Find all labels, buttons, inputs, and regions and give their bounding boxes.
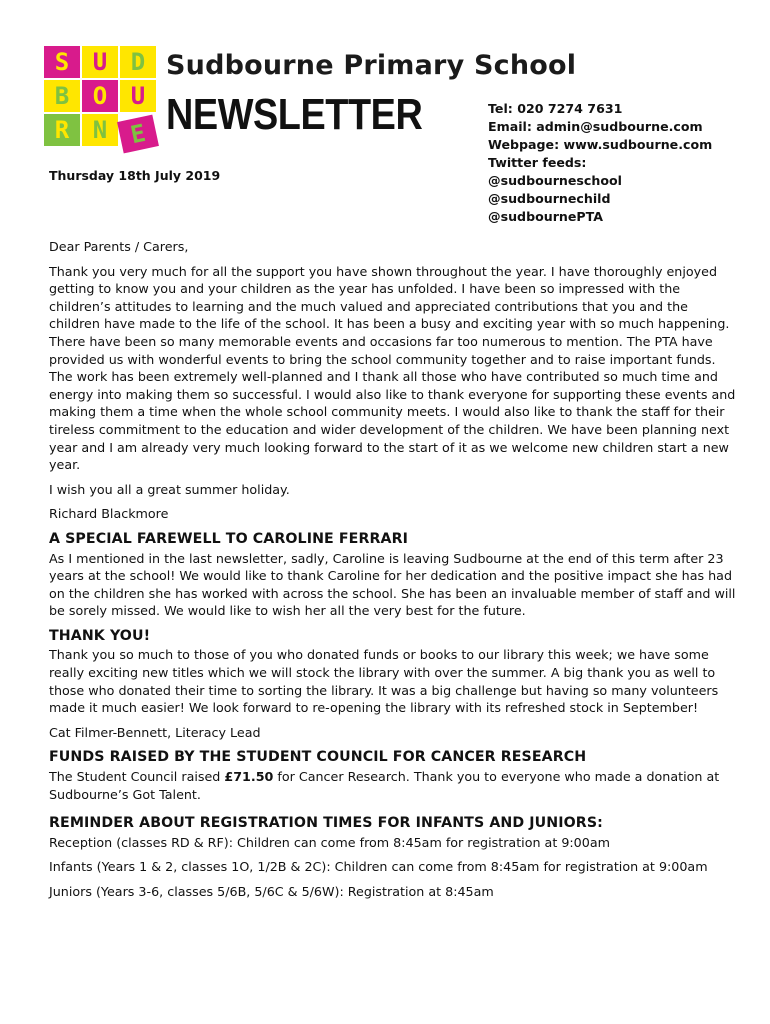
- twitter-label: Twitter feeds:: [488, 155, 587, 170]
- twitter-handle: @sudbournechild: [488, 191, 611, 206]
- section-body-thanks: Thank you so much to those of you who donated funds or books to our library this week; we have some really exciting new titles which we will stock the library with over the summer. A big thank you as well to those who donated their time to sorting the library. It was a big challenge but having so many volunteers made it much easier! We look forward to re-opening the library with its refreshed stock in September!: [49, 647, 719, 716]
- contact-email: Email: admin@sudbourne.com: [488, 119, 703, 134]
- logo-tile: E: [117, 115, 159, 154]
- logo-tile: O: [82, 80, 118, 112]
- section-heading-registration: REMINDER ABOUT REGISTRATION TIMES FOR INFANTS AND JUNIORS:: [49, 815, 603, 832]
- twitter-handle: @sudbournePTA: [488, 209, 604, 224]
- school-name: Sudbourne Primary School: [166, 50, 577, 81]
- registration-line: Infants (Years 1 & 2, classes 1O, 1/2B & 2C): Children can come from 8:45am for registration at 9:00am: [49, 859, 708, 875]
- logo-tile: U: [120, 80, 156, 112]
- logo-tile: D: [120, 46, 156, 78]
- contact-webpage: Webpage: www.sudbourne.com: [488, 137, 713, 152]
- section-body-funds: [49, 768, 739, 803]
- letter-signature: Richard Blackmore: [49, 506, 169, 522]
- letter-greeting: Dear Parents / Carers,: [49, 239, 189, 254]
- school-logo: [44, 46, 156, 150]
- funds-text-before: The Student Council raised: [49, 769, 225, 785]
- letter-closing: I wish you all a great summer holiday.: [49, 481, 290, 497]
- registration-line: Juniors (Years 3-6, classes 5/6B, 5/6C & 5/6W): Registration at 8:45am: [49, 884, 494, 899]
- logo-tile: R: [44, 114, 80, 146]
- section-heading-thanks: THANK YOU!: [49, 627, 151, 644]
- section-heading-funds: FUNDS RAISED BY THE STUDENT COUNCIL FOR CANCER RESEARCH: [49, 749, 587, 766]
- twitter-handle: @sudbourneschool: [488, 173, 622, 188]
- section-heading-farewell: A SPECIAL FAREWELL TO CAROLINE FERRARI: [49, 530, 408, 547]
- funds-text-after: for Cancer Research. Thank you to everyone who made a donation at Sudbourne’s Got Talent.: [49, 769, 720, 802]
- section-signoff-thanks: Cat Filmer-Bennett, Literacy Lead: [49, 724, 261, 740]
- funds-amount: £71.50: [224, 769, 274, 785]
- registration-line: Reception (classes RD & RF): Children can come from 8:45am for registration at 9:00am: [49, 834, 610, 850]
- contact-tel: Tel: 020 7274 7631: [488, 101, 623, 116]
- logo-tile: U: [82, 46, 118, 78]
- newsletter-title: NEWSLETTER: [166, 90, 423, 139]
- letter-body: Thank you very much for all the support you have shown throughout the year. I have thoroughly enjoyed getting to know you and your children as the year has unfolded. I have been so impressed with the children’s attitudes to learning and the much valued and appreciated contributions that you and the children have made to the life of the school. It has been a busy and exciting year with so much happening. There have been so many memorable events and occasions far too numerous to mention. The PTA have provided us with wonderful events to bring the school community together and to raise important funds. The work has been extremely well-planned and I thank all those who have contributed so much time and energy into making them so successful. I would also like to thank everyone for supporting these events and making them a time when the whole school community meets. I would also like to thank the staff for their tireless commitment to the education and wider development of the children. We have been planning next year and I am already very much looking forward to the start of it as we welcome new children start a new year.: [49, 263, 736, 473]
- logo-tile: S: [44, 46, 80, 78]
- logo-tile: N: [82, 114, 118, 146]
- logo-tile: B: [44, 80, 80, 112]
- section-body-farewell: As I mentioned in the last newsletter, sadly, Caroline is leaving Sudbourne at the end of this term after 23 years at the school! We would like to thank Caroline for her dedication and the positive impact she has had on the children she has worked with across the school. She has been an invaluable member of staff and will be sorely missed. We would like to wish her all the very best for the future.: [49, 550, 736, 619]
- newsletter-date: Thursday 18th July 2019: [49, 168, 221, 183]
- contact-details: [488, 100, 712, 226]
- newsletter-content: [49, 238, 739, 908]
